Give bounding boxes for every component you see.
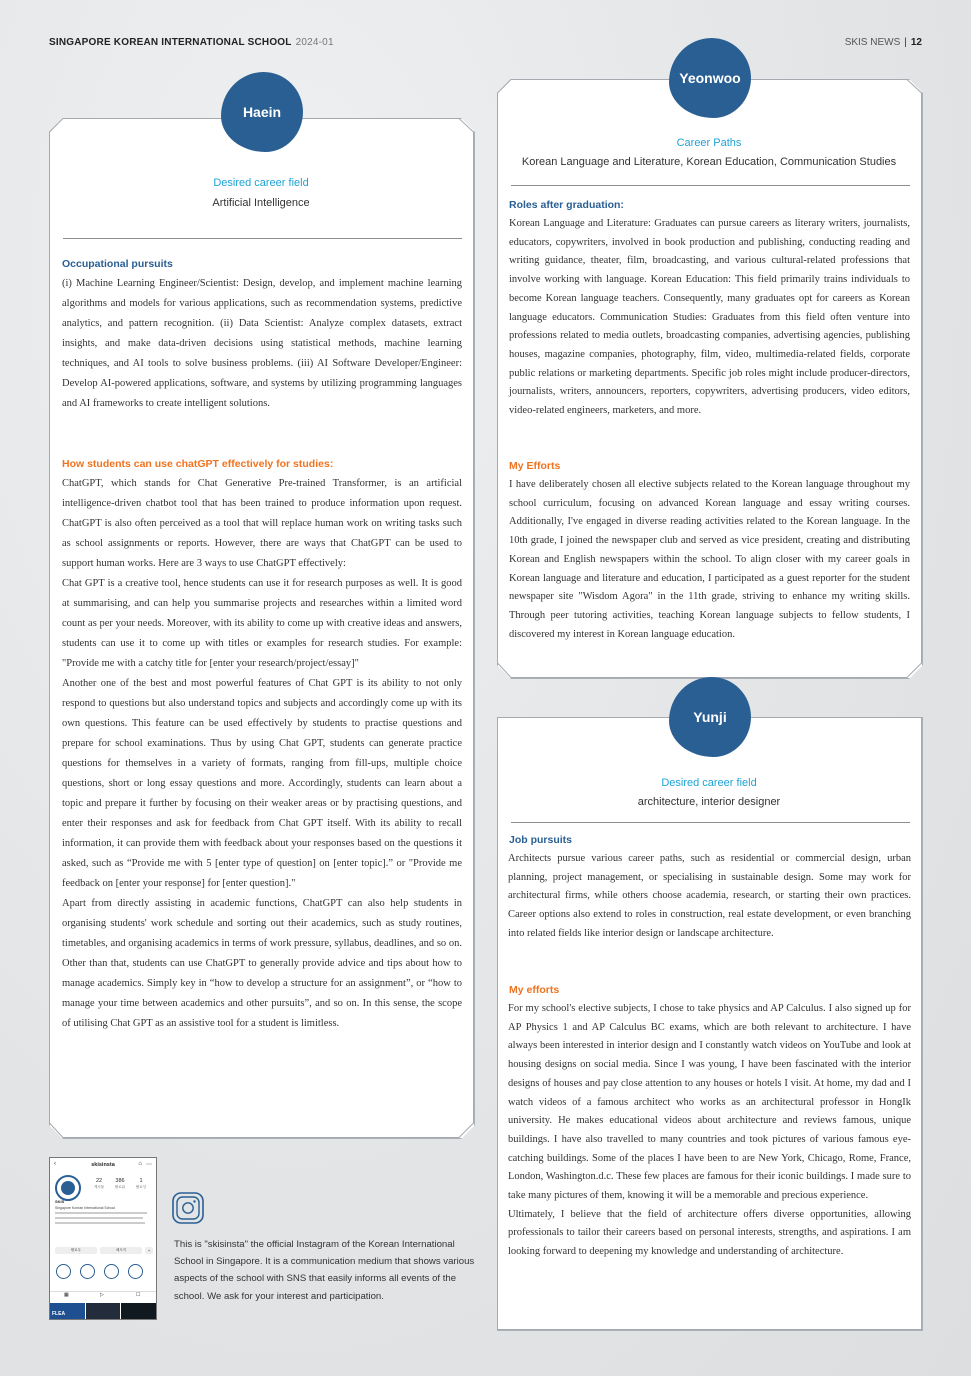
haein-field-value: Artificial Intelligence: [212, 197, 310, 209]
follow-button[interactable]: 팔로우: [55, 1247, 97, 1254]
yeonwoo-name-badge: [669, 38, 751, 118]
haein-field-label: Desired career field: [213, 177, 309, 189]
highlight-icon[interactable]: [128, 1264, 143, 1279]
yunji-name-badge: [669, 677, 751, 757]
yunji-divider: [511, 822, 910, 823]
post-thumbnail[interactable]: [50, 1303, 85, 1319]
haein-section1-title: Occupational pursuits: [62, 258, 173, 270]
haein-divider: [63, 238, 462, 239]
followers-label: 팔로워: [114, 1185, 126, 1189]
haein-paragraph: ChatGPT, which stands for Chat Generative Pre-trained Transformer, is an artificial intelligence-driven chatbot tool that has been trained to produce information upon request. ChatGPT is also often perceived as a tool that will replace human work on writing tasks such as school assignments or reports. However, there are ways that ChatGPT can be used to support human works. Here are 3 ways to use ChatGPT effectively:: [62, 478, 462, 569]
instagram-icon: [172, 1192, 204, 1224]
yeonwoo-field-value: Korean Language and Literature, Korean Education, Communication Studies: [521, 156, 897, 168]
haein-name-badge: [221, 72, 303, 152]
school-header: [49, 37, 334, 48]
more-icon: ⋯: [146, 1162, 152, 1168]
yunji-section2-title: My efforts: [509, 984, 560, 996]
yeonwoo-field-label: Career Paths: [676, 137, 742, 149]
page-number: 12: [910, 37, 922, 48]
school-name: SINGAPORE KOREAN INTERNATIONAL SCHOOL: [49, 37, 292, 48]
yunji-section1: [508, 850, 911, 944]
yeonwoo-name: Yeonwoo: [679, 70, 741, 86]
haein-section1-text: (i) Machine Learning Engineer/Scientist: Design, develop, and implement machine learning algorithms and models for various applications, such as recommendation systems, predictive analytics, and pattern recognition. (ii) Data Scientist: Analyze complex datasets, extract insights, and make data-driven decisions using statistical methods, machine learning techniques, and AI tools to solve business problems. (iii) AI Software Developer/Engineer: Develop AI-powered applications, software, and systems by utilizing programming languages and AI frameworks to create intelligent solutions.: [62, 278, 462, 409]
haein-section2: [62, 474, 462, 1034]
yeonwoo-section2-text: I have deliberately chosen all elective subjects related to the Korean language throughout my school curriculum, focusing on advanced Korean language and essay writing courses. Additionally, I've engaged in diverse reading activities related to the Korean language. In the 10th grade, I joined the newspaper club and served as vice president, creating and distributing Korean and English newspapers within the school. To align closer with my career goals in Korean language and literature and education, I participated as a guest reporter for the student newspaper site "Wisdom Agora" in the 11th grade, striving to enhance my writing skills. Through peer tutoring activities, teaching Korean language subjects to fellow students, I discovered my interest in Korean language education.: [509, 479, 910, 640]
yeonwoo-section1-title: Roles after graduation:: [509, 199, 624, 211]
tagged-icon[interactable]: ☐: [136, 1292, 141, 1298]
haein-paragraph: Chat GPT is a creative tool, hence students can use it for research purposes as well. It is good at summarising, and can help you summarise projects and researches within a limited word count as per your needs. Moreover, with its ability to come up with creative ideas and answers, students can use it to come up with titles or examples for research studies. For example: "Provide me with a catchy title for [enter your research/project/essay]": [62, 578, 462, 669]
yunji-section1-text: Architects pursue various career paths, such as residential or commercial design, urban planning, project management, or specialising in sustainable design. Some may work for architectural firms, while others choose academia, research, or starting their own practices. Career options also extend to roles in construction, real estate development, or even branching into related fields like interior design or landscape architecture.: [508, 853, 911, 939]
highlight-icon[interactable]: [80, 1264, 95, 1279]
instagram-caption: This is "skisinsta" the official Instagram of the Korean International School in Singapore. It is a communication medium that shows various aspects of the school with SNS that easily informs all events of the school. We ask for your interest and participation.: [174, 1239, 475, 1302]
profile-name: SKIS: [55, 1199, 65, 1204]
yunji-paragraph: Ultimately, I believe that the field of architecture offers diverse opportunities, allowing professionals to tailor their careers based on personal interests, strengths, and aspirations. I am looking forward to deepening my knowledge and understanding of architecture.: [508, 1208, 911, 1258]
publication-header: [845, 37, 922, 48]
highlight-icon[interactable]: [56, 1264, 71, 1279]
yunji-field-label: Desired career field: [661, 777, 757, 789]
profile-bio: Singapore Korean International School: [55, 1206, 116, 1210]
post-thumbnail[interactable]: [86, 1303, 120, 1319]
followers-count: 386: [115, 1178, 125, 1184]
message-button[interactable]: 메시지: [100, 1247, 142, 1254]
following-label: 팔로잉: [135, 1185, 147, 1189]
instagram-screenshot: [49, 1157, 157, 1320]
posts-label: 게시물: [93, 1185, 105, 1189]
yeonwoo-divider: [511, 185, 910, 186]
yunji-section2: [508, 1000, 911, 1262]
yunji-name: Yunji: [693, 709, 727, 725]
publication-name: SKIS NEWS: [844, 37, 901, 48]
highlight-icon[interactable]: [104, 1264, 119, 1279]
bell-icon: ⌂: [138, 1161, 142, 1167]
grid-icon[interactable]: ▦: [64, 1292, 69, 1298]
post-thumbnail[interactable]: [121, 1303, 156, 1319]
add-person-icon[interactable]: +: [145, 1247, 153, 1254]
following-count: 1: [139, 1178, 143, 1184]
haein-paragraph: Apart from directly assisting in academic functions, ChatGPT can also help students in organising students' work schedule and sorting out their academics, such as study routines, timetables, and organising academics in terms of work pressure, syllabus, deadlines, and so on. Other than that, students can use ChatGPT to generally provide advice and tips about how to manage academics. Simply key in “how to develop a structure for an assignment”, or “how to manage your time between academics and other pursuits”, and so on. In this sense, the scope of utilising Chat GPT as an assistive tool for a student is limitless.: [62, 898, 462, 1029]
yeonwoo-section1: [509, 215, 910, 421]
yeonwoo-section2-title: My Efforts: [509, 460, 561, 472]
posts-count: 22: [95, 1178, 103, 1184]
yunji-section1-title: Job pursuits: [509, 834, 573, 846]
yeonwoo-section1-text: Korean Language and Literature: Graduates can pursue careers as literary writers, journalists, educators, copywriters, involved in book production and publishing, conducting reading and writing guidance, theater, film, broadcasting, and various cultural-related professions that involve working with language. Korean Education: This field primarily trains individuals to become Korean language teachers. Consequently, many graduates opt for careers as Korean language educators. Communication Studies: Graduates from this field often venture into professions related to media outlets, broadcasting companies, advertising agencies, publishing houses, magazine companies, photography, film, video, multimedia-related fields, corporate public relations or marketing departments. Specific job roles might include producer-directors, journalists, writers, announcers, reporters, copywriters, advertising producers, video editors, video-related engineers, marketers, and more.: [509, 218, 910, 417]
reels-icon[interactable]: ▷: [100, 1292, 104, 1298]
yeonwoo-section2: [509, 476, 910, 644]
insta-handle: skisinsta: [91, 1162, 115, 1168]
header-separator: |: [904, 37, 907, 48]
haein-section1: [62, 274, 462, 414]
haein-name: Haein: [242, 104, 282, 120]
issue-number: 2024-01: [295, 37, 334, 48]
yunji-field-value: architecture, interior designer: [637, 796, 781, 808]
back-arrow-icon: ‹: [54, 1161, 56, 1167]
post-label: FLEA: [52, 1311, 66, 1317]
haein-section2-title: How students can use chatGPT effectively for studies:: [62, 458, 334, 470]
profile-avatar: [55, 1175, 81, 1201]
yunji-paragraph: For my school's elective subjects, I chose to take physics and AP Calculus. I also signed up for AP Physics 1 and AP Calculus BC exams, which are both relevant to architecture. I have always been interested in interior design and I constantly watch videos on YouTube and look at housing designs on social media. Since I was young, I have been fascinated with the interior designs of houses and pay close attention to any houses or hotels I visit. At home, my dad and I watch videos of a famous architect who works as an architectural professor in HongIk university. He makes educational videos about architecture and reviews famous, unique buildings. I have also travelled to many countries and took pictures of various famous eye-catching buildings. Some of the places I have been to are New York, Chicago, Rome, France, London, Washington.d.c. These few places are famous for their iconic buildings. I made sure to take many pictures of them, knowing it will be a memorable and precious experience.: [508, 1003, 911, 1202]
haein-paragraph: Another one of the best and most powerful features of Chat GPT is its ability to not only respond to questions but also understand topics and subjects and accordingly come up with its own questions. This feature can be used effectively by students to practise questions and prepare for school examinations. Thus by using Chat GPT, students can generate practice questions for themselves in a variety of formats, ranging from fill-ups, multiple choice questions, short or long essay questions and more. Accordingly, students can learn about a topic and prepare it further by focusing on their weaker areas or by practising questions, and enter their responses and ask for feedback from Chat GPT itself. With its ability to recall information, it can provide them with feedback about your responses based on the questions it asked, such as “Provide me with 5 [enter type of question] on [enter topic].” or "Provide me feedback on [enter your response] for [enter question].": [62, 678, 462, 889]
